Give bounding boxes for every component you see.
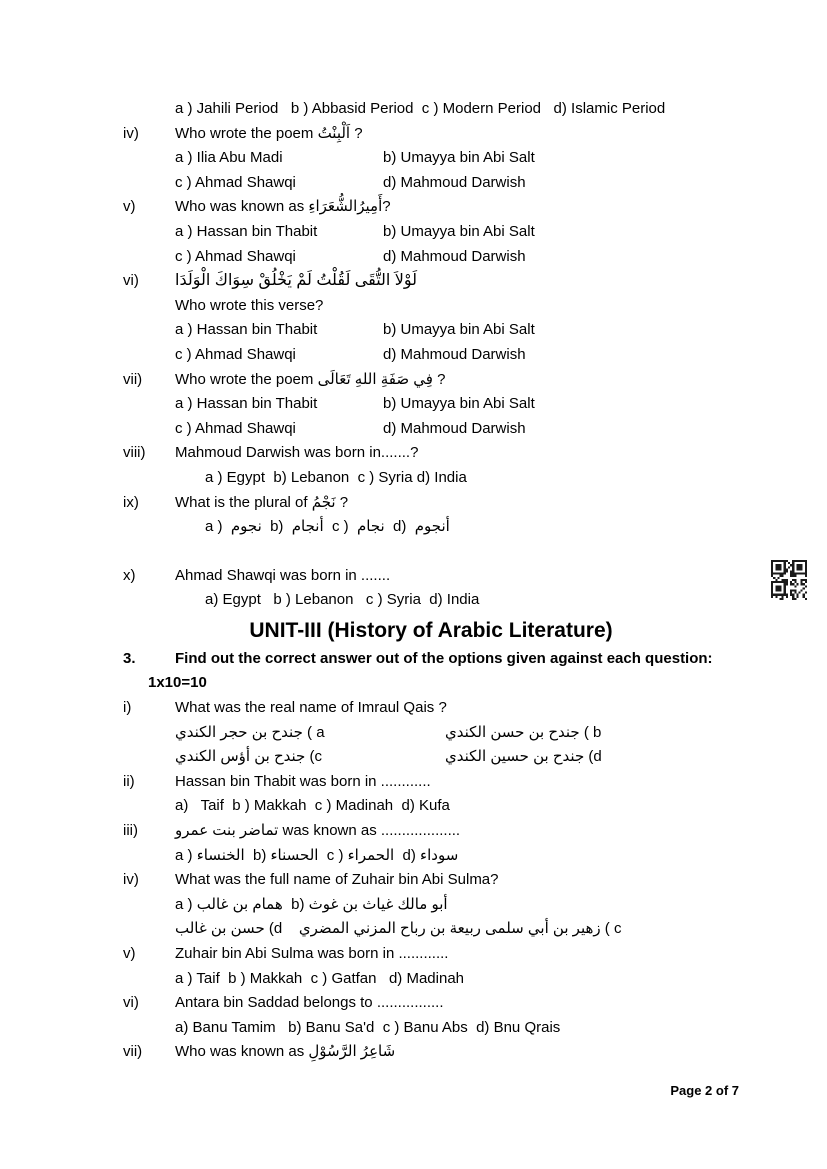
question-text: Mahmoud Darwish was born in.......? (175, 444, 419, 462)
question-text: Who was known as أَمِيرُالشُّعَرَاءِ? (175, 198, 391, 216)
option-line (123, 97, 739, 122)
question-line (123, 819, 739, 844)
option-cell: d) جندح بن حسين الكندي (445, 748, 602, 766)
question-text: تماضر بنت عمرو was known as ................... (175, 822, 461, 840)
question-number: v) (123, 198, 136, 216)
question-line (123, 122, 739, 147)
option-text (175, 343, 739, 368)
option-line (123, 1016, 739, 1041)
option-text: a ) Jahili Period b ) Abbasid Period c ) Modern Period d) Islamic Period (175, 100, 666, 117)
question-number: v) (123, 945, 136, 962)
option-text (175, 220, 739, 245)
question-text: What was the real name of Imraul Qais ? (175, 699, 447, 717)
question-number: vi) (123, 272, 139, 290)
option-text: a ) Egypt b) Lebanon c ) Syria d) India (205, 468, 467, 486)
option-text: a) Banu Tamim b) Banu Sa'd c ) Banu Abs d) Bnu Qrais (175, 1018, 561, 1036)
option-text (175, 171, 739, 196)
question-line (123, 991, 739, 1016)
question-text: Zuhair bin Abi Sulma was born in ............ (175, 945, 449, 962)
option-text: a) Egypt b ) Lebanon c ) Syria d) India (205, 591, 480, 609)
question-number: ix) (123, 493, 139, 511)
question-line (123, 942, 739, 967)
option-line (123, 588, 739, 613)
qr-code-icon (771, 560, 807, 600)
option-line (123, 794, 739, 819)
option-line (123, 917, 739, 942)
question-line (123, 195, 739, 220)
option-line (123, 220, 739, 245)
option-line (123, 417, 739, 442)
option-cell: b) Umayya bin Abi Salt (383, 222, 535, 240)
option-line (123, 967, 739, 992)
option-line (123, 245, 739, 270)
option-line (123, 318, 739, 343)
question-number: 3. (123, 649, 136, 667)
option-text: a ) همام بن غالب b) أبو مالك غياث بن غوث (175, 895, 448, 913)
question-text: What is the plural of نَجْمُ ? (175, 493, 349, 511)
option-text: a ) نجوم b) أنجام c ) نجام d) أنجوم (205, 518, 450, 536)
question-text: Who was known as شَاعِرُ الرَّسُوْلِ (175, 1043, 396, 1061)
question-line (123, 1040, 739, 1065)
question-number: i) (123, 699, 132, 717)
option-cell: d) Mahmoud Darwish (383, 345, 526, 363)
question-line (123, 491, 739, 516)
option-line (123, 343, 739, 368)
question-text: Who wrote the poem اَلْبِنْتُ ? (175, 124, 363, 142)
option-cell: c ) Ahmad Shawqi (175, 247, 296, 265)
question-line (123, 269, 739, 294)
section-heading: UNIT-III (History of Arabic Literature) (249, 618, 613, 642)
question-number: viii) (123, 444, 146, 462)
option-cell: c ) Ahmad Shawqi (175, 173, 296, 191)
question-line (123, 441, 739, 466)
option-cell: b ) جندح بن حسن الكندي (445, 723, 602, 741)
option-line (123, 721, 739, 746)
option-cell: a ) جندح بن حجر الكندي (175, 723, 325, 741)
question-text: لَوْلاَ التُّقَى لَقُلْتُ لَمْ يَخْلُقْ سِوَاكَ الْوَلَدَا (175, 272, 418, 290)
option-line (123, 466, 739, 491)
option-text (175, 318, 739, 343)
question-number: vii) (123, 1043, 143, 1061)
question-line (123, 868, 739, 893)
question-number: iv) (123, 871, 139, 889)
option-cell: d) Mahmoud Darwish (383, 419, 526, 437)
option-text: Who wrote this verse? (175, 296, 324, 314)
page-footer: Page 2 of 7 (670, 1083, 739, 1098)
option-text (175, 417, 739, 442)
option-line (123, 515, 739, 540)
option-cell: d) Mahmoud Darwish (383, 173, 526, 191)
question-number: iii) (123, 822, 138, 840)
option-cell: b) Umayya bin Abi Salt (383, 149, 535, 167)
qr-code (771, 560, 807, 600)
question-text: Find out the correct answer out of the options given against each question: (175, 649, 713, 667)
question-text: What was the full name of Zuhair bin Abi Sulma? (175, 871, 499, 889)
option-cell: a ) Hassan bin Thabit (175, 222, 318, 240)
question-number: ii) (123, 772, 135, 790)
option-line (123, 671, 739, 696)
question-line (123, 696, 739, 721)
option-cell: a ) Hassan bin Thabit (175, 321, 318, 339)
option-line (123, 893, 739, 918)
option-line (123, 844, 739, 869)
option-line (123, 392, 739, 417)
question-line (123, 564, 739, 589)
question-number: x) (123, 566, 136, 584)
option-text: c ) زهير بن أبي سلمى ربيعة بن رباح المزني المضري d) حسن بن غالب (175, 920, 622, 938)
option-cell: a ) Hassan bin Thabit (175, 395, 318, 413)
option-line (123, 146, 739, 171)
option-cell: c ) Ahmad Shawqi (175, 419, 296, 437)
option-text (175, 146, 739, 171)
option-text: a ) Taif b ) Makkah c ) Gatfan d) Madinah (175, 969, 465, 987)
option-line (123, 745, 739, 770)
question-text: Antara bin Saddad belongs to ................ (175, 994, 444, 1012)
question-text: Hassan bin Thabit was born in ............ (175, 772, 431, 790)
question-line (123, 770, 739, 795)
option-cell: a ) Ilia Abu Madi (175, 149, 283, 167)
option-text: a) Taif b ) Makkah c ) Madinah d) Kufa (175, 797, 450, 815)
question-line (123, 647, 739, 672)
option-cell: c ) Ahmad Shawqi (175, 345, 296, 363)
question-text: Ahmad Shawqi was born in ....... (175, 566, 391, 584)
question-number: vi) (123, 994, 139, 1012)
option-text (175, 392, 739, 417)
option-cell: c) جندح بن أؤس الكندي (175, 748, 322, 766)
option-text (175, 745, 739, 770)
option-text (175, 245, 739, 270)
option-line (123, 171, 739, 196)
question-line (123, 368, 739, 393)
option-text (175, 721, 739, 746)
option-line (123, 294, 739, 319)
option-text: a ) الخنساء b) الحسناء c ) الحمراء d) سوداء (175, 846, 459, 864)
option-cell: b) Umayya bin Abi Salt (383, 395, 535, 413)
option-cell: d) Mahmoud Darwish (383, 247, 526, 265)
question-number: vii) (123, 370, 143, 388)
question-number: iv) (123, 124, 139, 142)
option-cell: b) Umayya bin Abi Salt (383, 321, 535, 339)
question-text: Who wrote the poem فِي صَفَةِ اللهِ تَعَالَى ? (175, 370, 446, 388)
option-text: 1x10=10 (148, 674, 207, 692)
